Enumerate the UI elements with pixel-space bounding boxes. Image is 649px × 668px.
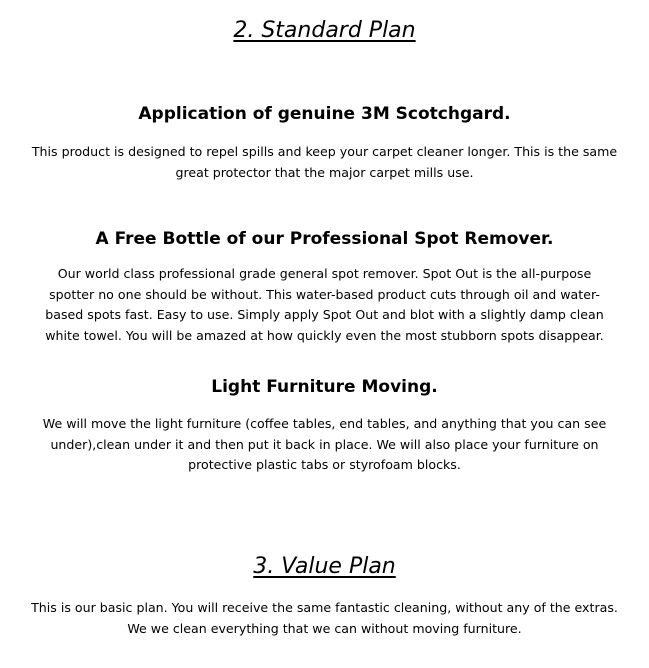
value-plan-description: This is our basic plan. You will receive the same fantastic cleaning, without any of the extras. We we clean everything that we can without moving furniture.: [31, 600, 618, 636]
standard-plan-title: 2. Standard Plan: [233, 18, 416, 43]
furniture-moving-heading: Light Furniture Moving.: [211, 377, 438, 397]
spot-remover-heading: A Free Bottle of our Professional Spot Remover.: [95, 229, 554, 249]
spot-remover-description: Our world class professional grade general spot remover. Spot Out is the all-purpose spotter no one should be without. This water-based product cuts through oil and water-based spots fast. Easy to use. Simply apply Spot Out and blot with a slightly damp clean white towel. You will be amazed at how quickly even the most stubborn spots disappear.: [45, 266, 604, 343]
scotchgard-description: This product is designed to repel spills and keep your carpet cleaner longer. This is the same great protector that the major carpet mills use.: [31, 144, 618, 180]
value-plan-title: 3. Value Plan: [253, 554, 396, 579]
furniture-moving-description: We will move the light furniture (coffee tables, end tables, and anything that you can see under),clean under it and then put it back in place. We will also place your furniture on protective plastic tabs or styrofoam blocks.: [42, 416, 607, 472]
scotchgard-heading: Application of genuine 3M Scotchgard.: [138, 104, 511, 124]
